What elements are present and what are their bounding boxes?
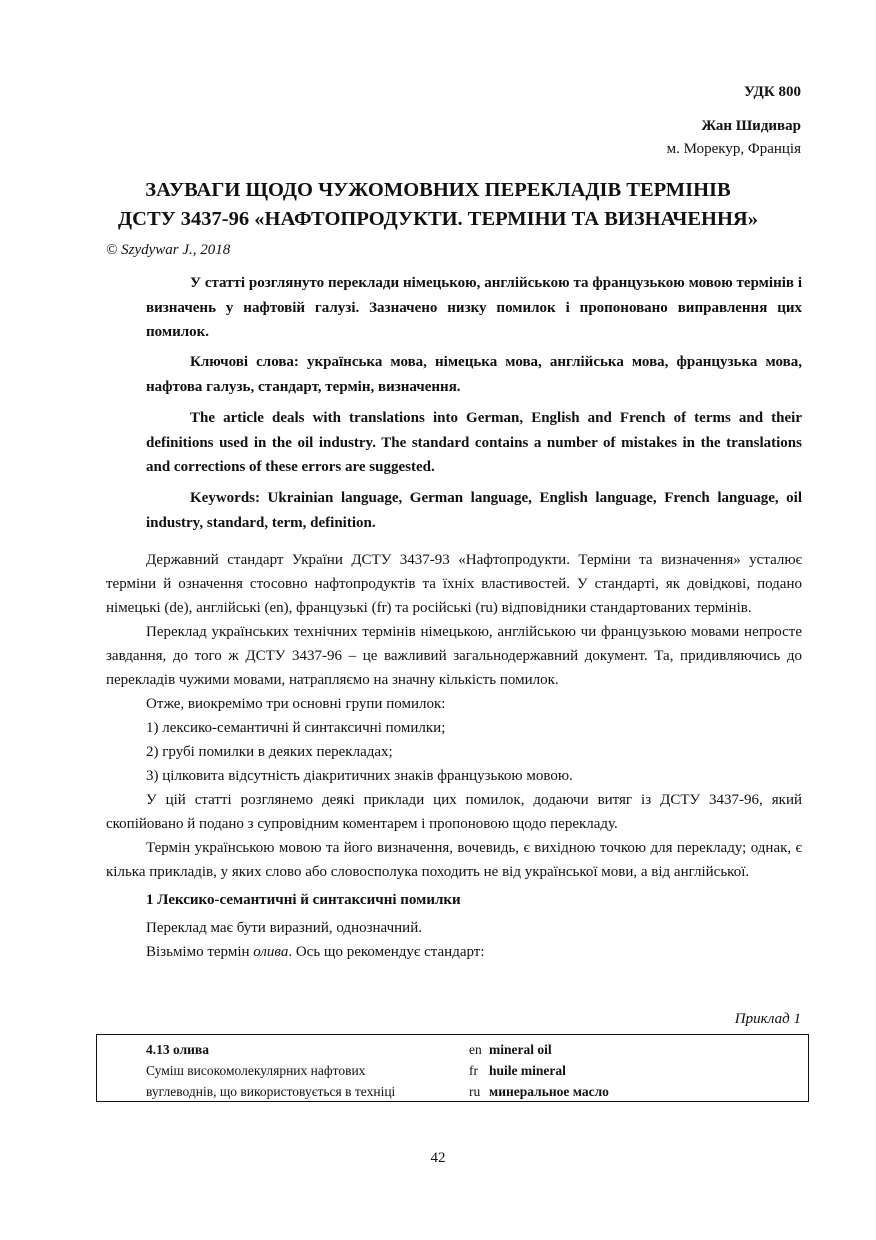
lang-code: fr [469, 1063, 478, 1078]
list-item: 3) цілковита відсутність діакритичних знаків французькою мовою. [146, 768, 573, 784]
translation-row [469, 1060, 789, 1081]
paragraph: Переклад має бути виразний, однозначний. [146, 920, 422, 936]
term-definition-line: Суміш високомолекулярних нафтових [146, 1063, 366, 1078]
translation-text: минеральное масло [489, 1084, 609, 1099]
keywords-en: Keywords: Ukrainian language, German language, English language, French language, oil industry, standard, term, definition. [146, 490, 802, 531]
title-line-2: ДСТУ 3437-96 «НАФТОПРОДУКТИ. ТЕРМІНИ ТА ВИЗНАЧЕННЯ» [118, 208, 758, 230]
list-item: 2) грубі помилки в деяких перекладах; [146, 744, 393, 760]
lang-code: en [469, 1042, 482, 1057]
term-olyva: олива [253, 944, 289, 960]
page-number: 42 [430, 1150, 446, 1166]
title-line-1: ЗАУВАГИ ЩОДО ЧУЖОМОВНИХ ПЕРЕКЛАДІВ ТЕРМІНІВ [145, 179, 731, 201]
paragraph: У цій статті розглянемо деякі приклади цих помилок, додаючи витяг із ДСТУ 3437-96, який скопійовано й подано з супровідним коментарем і пропоновою щодо перекладу. [106, 792, 802, 832]
paragraph [106, 940, 802, 964]
paragraph-text: Візьмімо термін [146, 944, 254, 960]
keywords-uk: Ключові слова: українська мова, німецька мова, англійська мова, французька мова, нафтова галузь, стандарт, термін, визначення. [146, 354, 802, 395]
section-heading: 1 Лексико-семантичні й синтаксичні помилки [146, 892, 461, 908]
example-label: Приклад 1 [734, 1011, 801, 1027]
translation-text: huile mineral [489, 1063, 566, 1078]
translation-text: mineral oil [489, 1042, 552, 1057]
paragraph: Отже, виокремімо три основні групи помилок: [146, 696, 446, 712]
article-title [60, 176, 816, 234]
lang-code: ru [469, 1084, 481, 1099]
term-definition-line: вуглеводнів, що використовується в техніці [146, 1084, 396, 1099]
term-column [146, 1039, 446, 1102]
udk-code: УДК 800 [744, 84, 801, 100]
article-body [106, 548, 802, 964]
paragraph-text: . Ось що рекомендує стандарт: [288, 944, 485, 960]
copyright: © Szydywar J., 2018 [106, 242, 231, 258]
paragraph: Термін українською мовою та його визначення, вочевидь, є вихідною точкою для перекладу; однак, є кілька прикладів, у яких слово або словосполука походить не від української мови, а від англійської. [106, 840, 802, 880]
translations-column [469, 1039, 789, 1102]
example-box [96, 1034, 809, 1102]
author-name: Жан Шидивар [701, 118, 801, 134]
translation-row [469, 1081, 789, 1102]
term-title: 4.13 олива [146, 1042, 209, 1057]
list-item: 1) лексико-семантичні й синтаксичні помилки; [146, 720, 446, 736]
translation-row [469, 1039, 789, 1060]
paragraph: Державний стандарт України ДСТУ 3437-93 «Нафтопродукти. Терміни та визначення» усталює терміни й означення стосовно нафтопродуктів та їхніх властивостей. У стандарті, як довідкові, подано німецькі (de), англійські (en), французькі (fr) та російські (ru) відповідники стандартованих термінів. [106, 552, 802, 616]
abstract-en: The article deals with translations into German, English and French of terms and their definitions used in the oil industry. The standard contains a number of mistakes in the translations and corrections of these errors are suggested. [146, 410, 802, 475]
paragraph: Переклад українських технічних термінів німецькою, англійською чи французькою мовами непросте завдання, до того ж ДСТУ 3437-96 – це важливий загальнодержавний документ. Та, придивляючись до перекладів чужими мовами, натрапляємо на значну кількість помилок. [106, 624, 802, 688]
abstract-uk: У статті розглянуто переклади німецькою, англійською та французькою мовою термінів і визначень у нафтовій галузі. Зазначено низку помилок і пропоновано виправлення цих помилок. [146, 275, 802, 340]
author-location: м. Морекур, Франція [666, 141, 801, 157]
